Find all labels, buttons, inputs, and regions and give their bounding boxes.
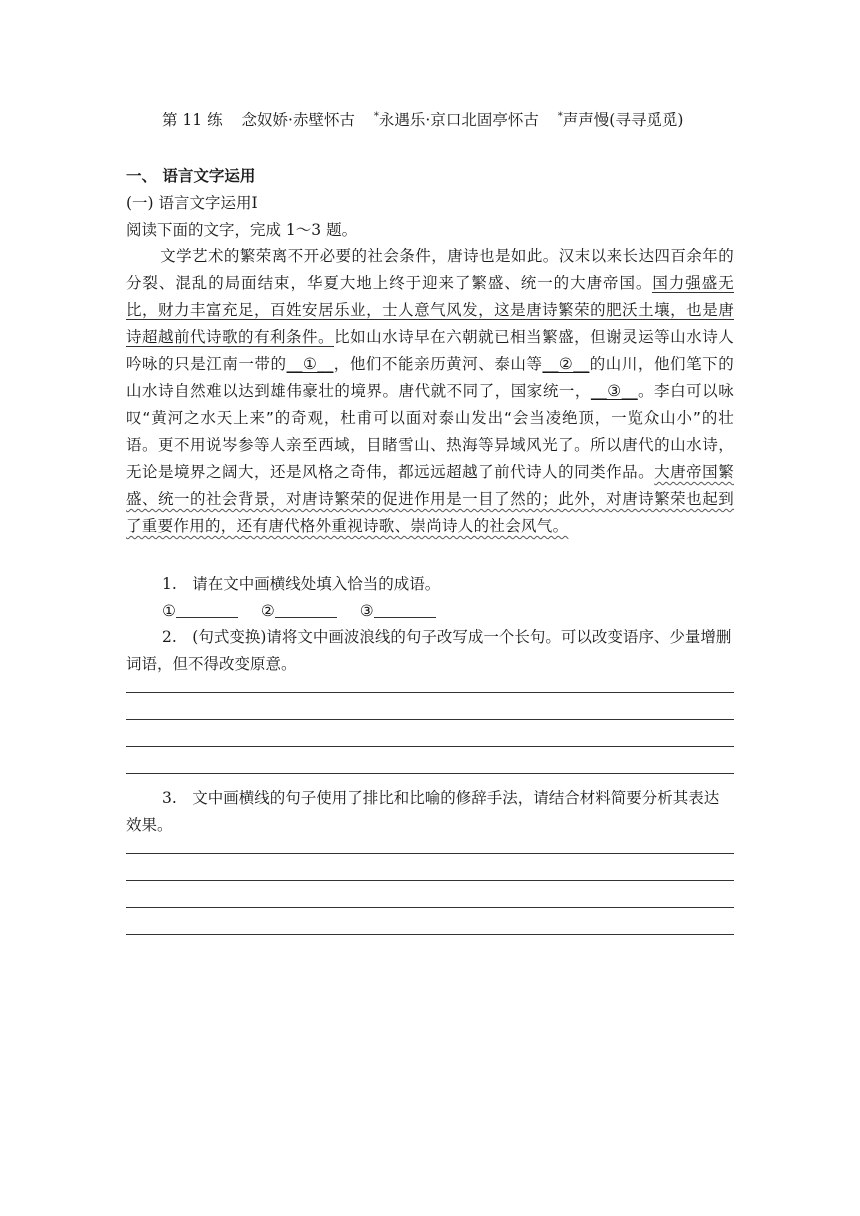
answer-line[interactable]	[126, 692, 734, 693]
answer-line[interactable]	[126, 934, 734, 935]
question-1-answers	[162, 598, 770, 625]
answer-blank-1[interactable]: ①	[162, 598, 238, 625]
blank-3: __③__	[590, 382, 638, 400]
question-2: 2. (句式变换)请将文中画波浪线的句子改写成一个长句。可以改变语序、少量增删词语，但不得改变原意。	[126, 628, 732, 673]
answer-blank-2[interactable]: ②	[261, 598, 337, 625]
poem-title-2: *永遇乐·京口北固亭怀古	[373, 110, 539, 129]
reading-passage	[126, 243, 734, 540]
question-3: 3. 文中画横线的句子使用了排比和比喻的修辞手法，请结合材料简要分析其表达效果。	[126, 789, 720, 834]
answer-line[interactable]	[126, 719, 734, 720]
passage-text-1: 文学艺术的繁荣离不开必要的社会条件，唐诗也是如此。汉末以来长达四百余年的分裂、混乱的局面结束，华夏大地上终于迎来了繁盛、统一的大唐帝国。	[126, 247, 734, 292]
subsection-heading: (一) 语言文字运用Ⅰ	[126, 194, 258, 212]
wavy-underlined-sentence: 大唐帝国繁盛、统一的社会背景，对唐诗繁荣的促进作用是一目了然的；此外，对唐诗繁荣也起到了重要作用的，还有唐代格外重视诗歌、崇尚诗人的社会风气。	[126, 463, 734, 535]
underlined-sentence: 国力强盛无比，财力丰富充足，百姓安居乐业，士人意气风发，这是唐诗繁荣的肥沃土壤，也是唐诗超越前代诗歌的有利条件。	[126, 274, 734, 346]
section-heading: 一、 语言文字运用	[126, 167, 256, 185]
blank-2: __②__	[542, 355, 590, 373]
answer-line[interactable]	[126, 773, 734, 774]
passage-text-2: 比如山水诗早在六朝就已相当繁盛，但谢灵运等山水诗人吟咏的只是江南一带的	[126, 328, 734, 373]
question-1: 1. 请在文中画横线处填入恰当的成语。	[162, 575, 441, 593]
passage-text-4: 的山川，他们笔下的山水诗自然难以达到雄伟豪壮的境界。唐代就不同了，国家统一，	[126, 355, 734, 400]
reading-instruction: 阅读下面的文字，完成 1～3 题。	[126, 221, 358, 239]
page-title	[162, 108, 697, 130]
blank-1: __①__	[286, 355, 334, 373]
answer-line[interactable]	[126, 880, 734, 881]
lesson-number: 第 11 练	[162, 111, 223, 129]
passage-text-5: 。李白可以咏叹“黄河之水天上来”的奇观，杜甫可以面对泰山发出“会当凌绝顶，一览众山小”的壮语。更不用说岑参等人亲至西域，目睹雪山、热海等异域风光了。所以唐代的山水诗，无论是境界之阔大，还是风格之奇伟，都远远超越了前代诗人的同类作品。	[126, 382, 734, 481]
answer-line[interactable]	[126, 907, 734, 908]
poem-title-1: 念奴娇·赤壁怀古	[241, 111, 355, 129]
answer-line[interactable]	[126, 853, 734, 854]
answer-line[interactable]	[126, 746, 734, 747]
passage-text-3: ，他们不能亲历黄河、泰山等	[333, 355, 543, 373]
answer-blank-3[interactable]: ③	[360, 598, 436, 625]
poem-title-3: *声声慢(寻寻觅觅)	[557, 110, 684, 129]
